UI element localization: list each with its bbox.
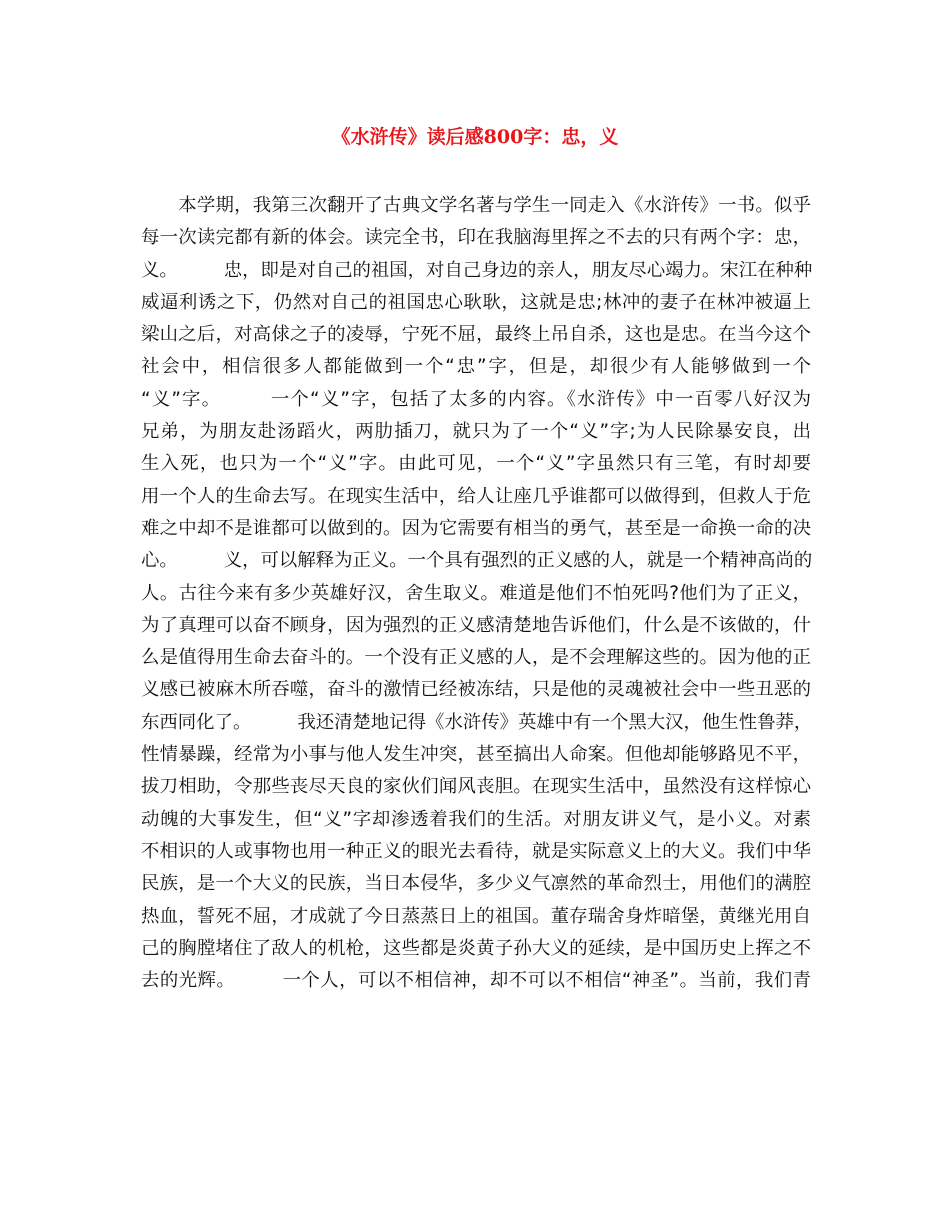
body-line: 性情暴躁，经常为小事与他人发生冲突，甚至搞出人命案。但他却能够路见不平， bbox=[141, 744, 811, 766]
body-line: 拔刀相助，令那些丧尽天良的家伙们闻风丧胆。在现实生活中，虽然没有这样惊心 bbox=[141, 776, 811, 798]
body-line: 为了真理可以奋不顾身，因为强烈的正义感清楚地告诉他们，什么是不该做的，什 bbox=[141, 614, 811, 636]
document-title: 《水浒传》读后感800字：忠，义 bbox=[331, 126, 619, 148]
body-line: 东西同化了。 我还清楚地记得《水浒传》英雄中有一个黑大汉，他生性鲁莽， bbox=[141, 711, 813, 733]
body-line: 梁山之后，对高俅之子的凌辱，宁死不屈，最终上吊自杀，这也是忠。在当今这个 bbox=[141, 324, 811, 346]
body-line: 义。 忠，即是对自己的祖国，对自己身边的亲人，朋友尽心竭力。宋江在种种 bbox=[141, 259, 813, 281]
body-line: 难之中却不是谁都可以做到的。因为它需要有相当的勇气，甚至是一命换一命的决 bbox=[141, 517, 811, 539]
body-line: 么是值得用生命去奋斗的。一个没有正义感的人，是不会理解这些的。因为他的正 bbox=[141, 647, 811, 669]
body-line: 每一次读完都有新的体会。读完全书，印在我脑海里挥之不去的只有两个字：忠， bbox=[141, 227, 811, 249]
body-line: 人。古往今来有多少英雄好汉，舍生取义。难道是他们不怕死吗?他们为了正义， bbox=[141, 582, 811, 604]
body-line: 生入死，也只为一个“义”字。由此可见，一个“义”字虽然只有三笔，有时却要 bbox=[141, 453, 811, 475]
body-line: 用一个人的生命去写。在现实生活中，给人让座几乎谁都可以做得到，但救人于危 bbox=[141, 485, 811, 507]
body-line: 不相识的人或事物也用一种正义的眼光去看待，就是实际意义上的大义。我们中华 bbox=[141, 840, 811, 862]
body-line: 动魄的大事发生，但“义”字却渗透着我们的生活。对朋友讲义气，是小义。对素 bbox=[141, 808, 811, 830]
body-line: 民族，是一个大义的民族，当日本侵华，多少义气凛然的革命烈士，用他们的满腔 bbox=[141, 873, 811, 895]
body-line: 兄弟，为朋友赴汤蹈火，两肋插刀，就只为了一个“义”字;为人民除暴安良，出 bbox=[141, 421, 811, 443]
body-line: 心。 义，可以解释为正义。一个具有强烈的正义感的人，就是一个精神高尚的 bbox=[141, 550, 813, 572]
body-line: “义”字。 一个“义”字，包括了太多的内容。《水浒传》中一百零八好汉为 bbox=[141, 388, 811, 410]
body-line: 义感已被麻木所吞噬，奋斗的激情已经被冻结，只是他的灵魂被社会中一些丑恶的 bbox=[141, 679, 811, 701]
body-line: 威逼利诱之下，仍然对自己的祖国忠心耿耿，这就是忠;林冲的妻子在林冲被逼上 bbox=[141, 291, 811, 313]
body-line: 社会中，相信很多人都能做到一个“忠”字，但是，却很少有人能够做到一个 bbox=[141, 356, 811, 378]
body-line: 热血，誓死不屈，才成就了今日蒸蒸日上的祖国。董存瑞舍身炸暗堡，黄继光用自 bbox=[141, 905, 811, 927]
body-line: 去的光辉。 一个人，可以不相信神，却不可以不相信“神圣”。当前，我们青 bbox=[141, 970, 811, 992]
document-body bbox=[141, 190, 811, 997]
body-line: 本学期，我第三次翻开了古典文学名著与学生一同走入《水浒传》一书。似乎 bbox=[141, 195, 811, 216]
body-line: 己的胸膛堵住了敌人的机枪，这些都是炎黄子孙大义的延续，是中国历史上挥之不 bbox=[141, 937, 811, 959]
